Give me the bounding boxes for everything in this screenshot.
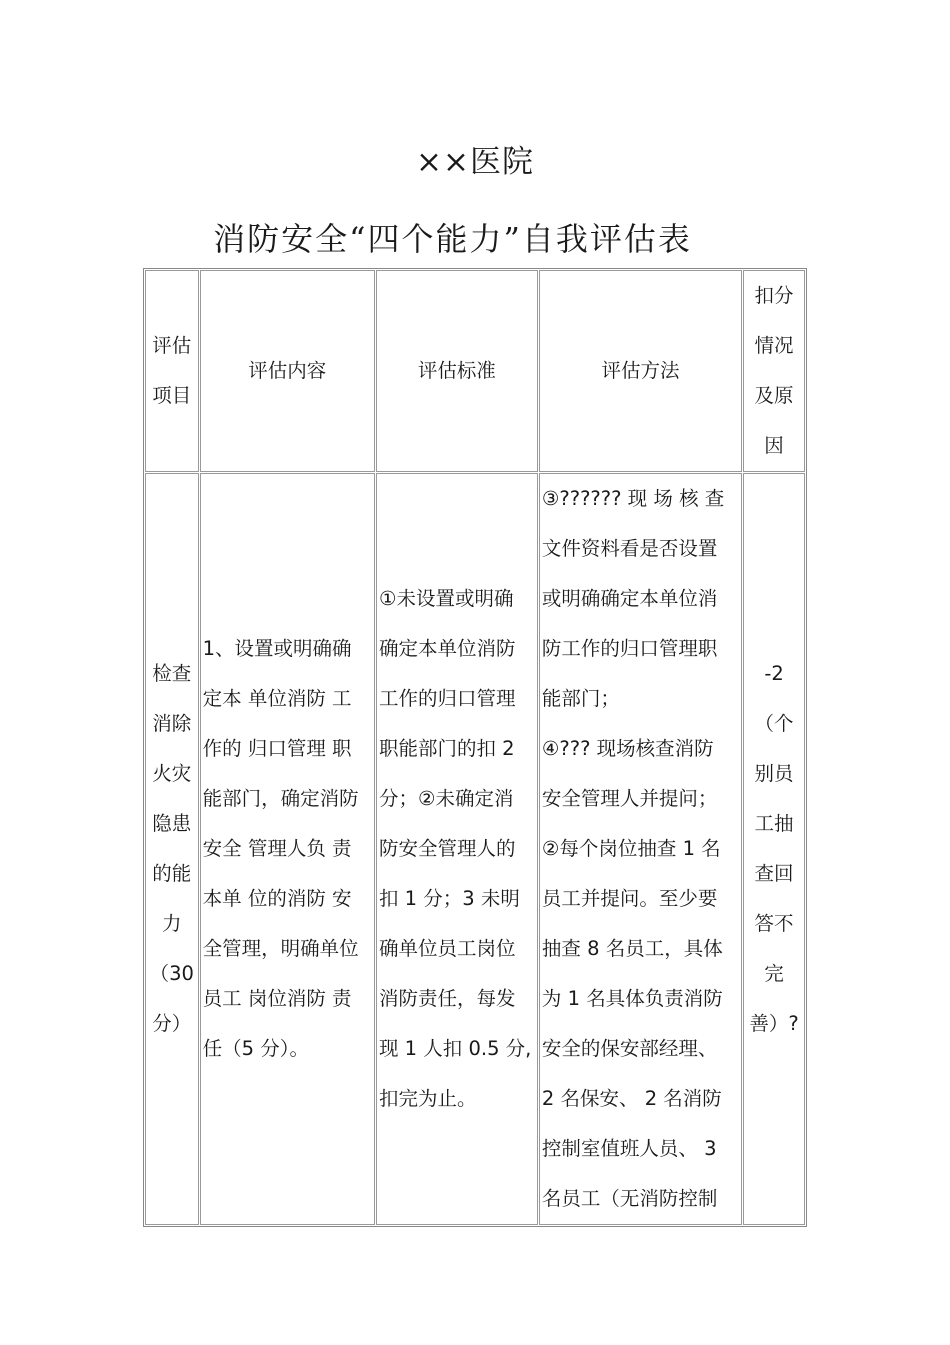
cell-content: 1、设置或明确确 定本 单位消防 工 作的 归口管理 职 能部门，确定消防 安全 管理人负 责 本单 位的消防 安 全管理，明确单位 员工 岗位消防 责 任（5 分）。 <box>200 473 375 1225</box>
header-standard: 评估标准 <box>376 270 538 472</box>
form-title: 消防安全“四个能力”自我评估表 <box>213 220 692 258</box>
header-deduction: 扣分 情况 及原 因 <box>743 270 805 472</box>
assessment-table <box>143 268 807 1227</box>
cell-deduction: -2（个 别员 工抽 查回 答不 完 善）? <box>743 473 805 1225</box>
table-row <box>145 473 805 1225</box>
header-content: 评估内容 <box>200 270 375 472</box>
cell-method: ③?????? 现 场 核 查 文件资料看是否设置 或明确确定本单位消 防工作的归口管理职 能部门； ④??? 现场核查消防 安全管理人并提问； ②每个岗位抽查 1 名 员工并提问。至少要 抽查 8 名员工，具体 为 1 名具体负责消防 安全的保安部经理、 2 名保安、 2 名消防 控制室值班人员、 3 名员工（无消防控制 <box>539 473 742 1225</box>
cell-item: 检查 消除 火灾 隐患 的能 力 （30 分） <box>145 473 199 1225</box>
header-item: 评估 项目 <box>145 270 199 472</box>
table-header-row <box>145 270 805 472</box>
hospital-title: ××医院 <box>416 144 534 180</box>
cell-standard: ①未设置或明确 确定本单位消防 工作的归口管理 职能部门的扣 2 分；②未确定消 防安全管理人的 扣 1 分；3 未明 确单位员工岗位 消防责任，每发 现 1 人扣 0.5 分, 扣完为止。 <box>376 473 538 1225</box>
header-method: 评估方法 <box>539 270 742 472</box>
